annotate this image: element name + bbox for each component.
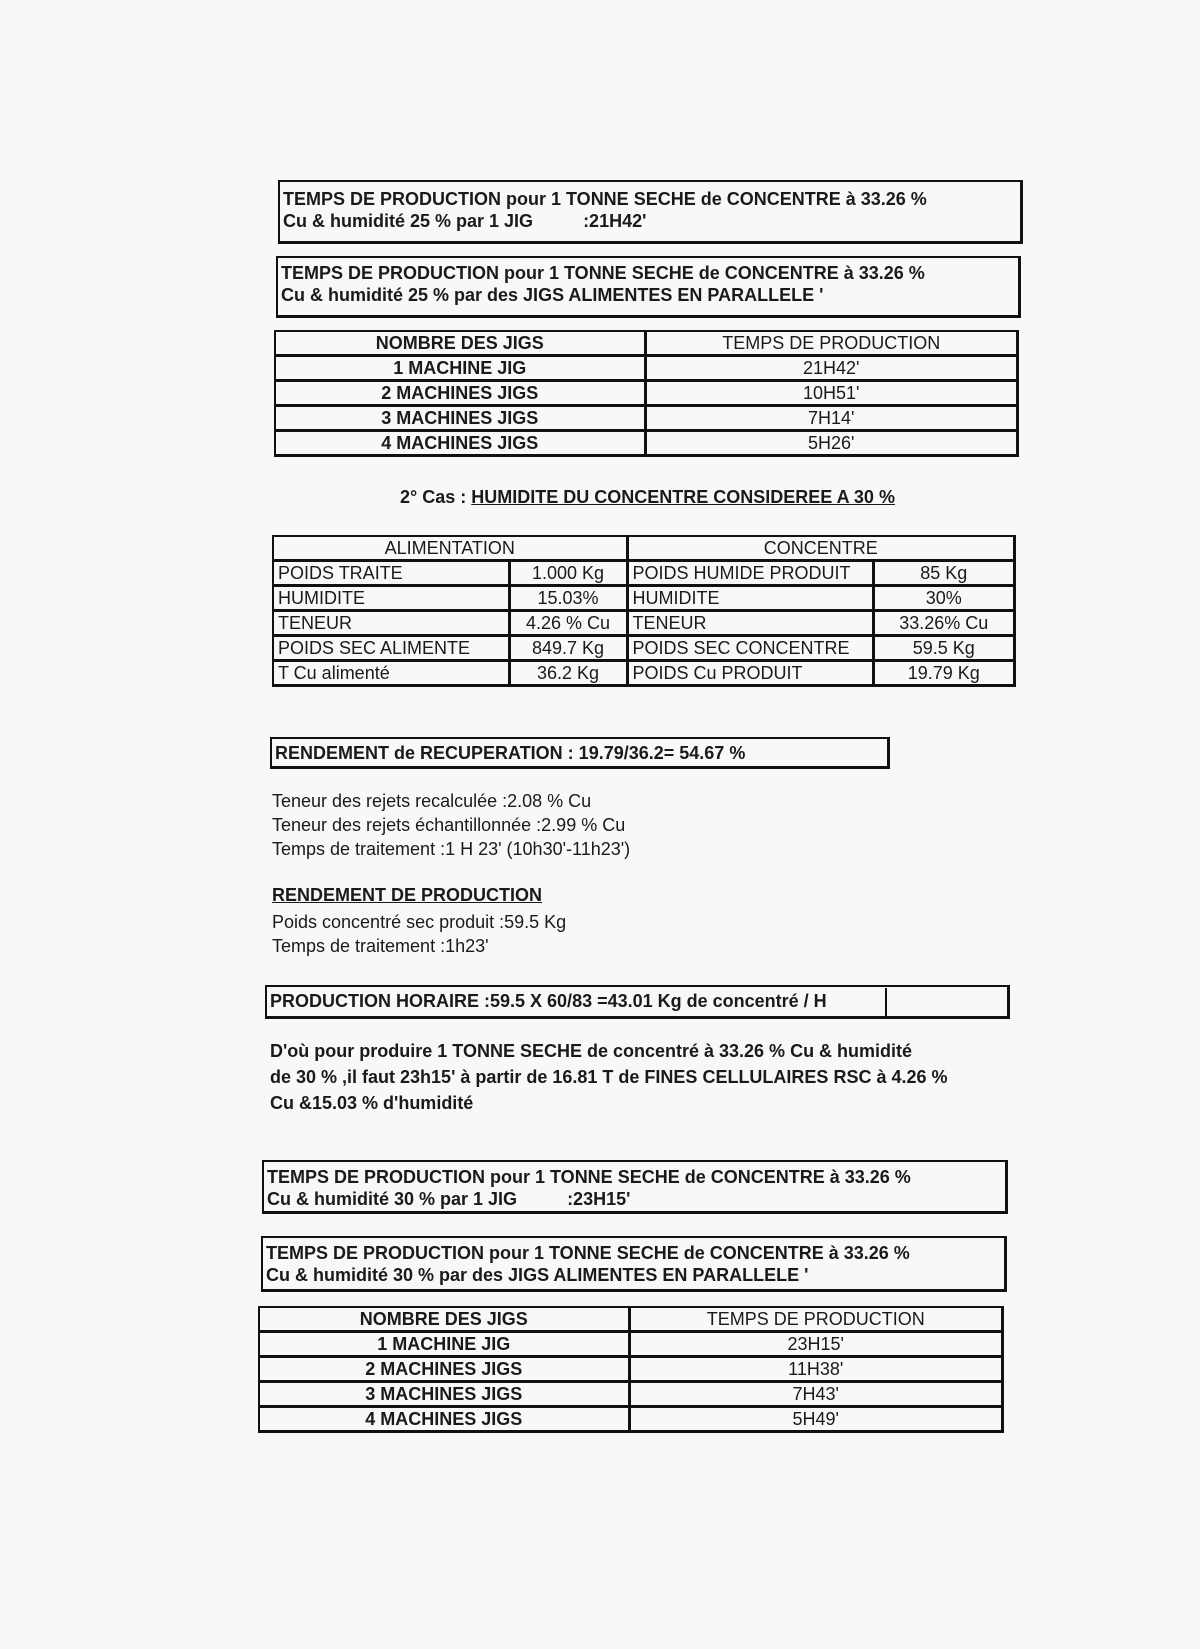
col-header-jigs: NOMBRE DES JIGS — [275, 331, 645, 356]
recovery-yield-box — [270, 737, 890, 769]
recovery-yield-text: RENDEMENT de RECUPERATION : 19.79/36.2= 54.67 % — [275, 743, 746, 763]
concentrate-value: 85 Kg — [873, 561, 1015, 586]
rejects-grade-sampled: Teneur des rejets échantillonnée :2.99 % Cu — [272, 815, 626, 835]
feed-concentrate-table — [272, 535, 1016, 687]
table-header-row — [259, 1307, 1003, 1332]
jig-count-cell: 1 MACHINE JIG — [275, 356, 645, 381]
case-2-prefix: 2° Cas : — [400, 487, 472, 507]
table-row — [275, 381, 1018, 406]
concentrate-value: 59.5 Kg — [873, 636, 1015, 661]
box-time: :23H15' — [567, 1189, 631, 1209]
concentrate-value: 33.26% Cu — [873, 611, 1015, 636]
time-cell: 5H49' — [629, 1407, 1003, 1432]
feed-label: TENEUR — [273, 611, 509, 636]
feed-value: 1.000 Kg — [509, 561, 627, 586]
case-2-heading — [400, 487, 895, 508]
production-time-box-30-single-jig — [262, 1160, 1008, 1214]
table-row — [273, 586, 1015, 611]
concentrate-label: TENEUR — [627, 611, 873, 636]
treatment-time-2: Temps de traitement :1h23' — [272, 936, 489, 956]
concentrate-value: 30% — [873, 586, 1015, 611]
box-line-2: Cu & humidité 30 % par des JIGS ALIMENTES EN PARALLELE ' — [266, 1265, 809, 1285]
jig-count-cell: 2 MACHINES JIGS — [259, 1357, 629, 1382]
table-header-row — [273, 536, 1015, 561]
feed-label: POIDS TRAITE — [273, 561, 509, 586]
jig-count-cell: 4 MACHINES JIGS — [275, 431, 645, 456]
concentrate-label: HUMIDITE — [627, 586, 873, 611]
table-header-row — [275, 331, 1018, 356]
box-line-1: TEMPS DE PRODUCTION pour 1 TONNE SECHE de CONCENTRE à 33.26 % — [283, 189, 927, 209]
jig-production-table-25 — [274, 330, 1019, 457]
box-time: :21H42' — [583, 211, 647, 231]
header-alimentation: ALIMENTATION — [273, 536, 627, 561]
jig-count-cell: 2 MACHINES JIGS — [275, 381, 645, 406]
concentrate-value: 19.79 Kg — [873, 661, 1015, 686]
rejects-grade-recalculated: Teneur des rejets recalculée :2.08 % Cu — [272, 791, 592, 811]
time-cell: 21H42' — [645, 356, 1018, 381]
box-line-2-text: Cu & humidité 25 % par 1 JIG — [283, 211, 534, 231]
production-yield-title: RENDEMENT DE PRODUCTION — [272, 885, 543, 905]
jig-count-cell: 3 MACHINES JIGS — [259, 1382, 629, 1407]
box-line-1: TEMPS DE PRODUCTION pour 1 TONNE SECHE de CONCENTRE à 33.26 % — [281, 263, 925, 283]
conclusion-line-3: Cu &15.03 % d'humidité — [270, 1093, 474, 1113]
jig-production-table-30 — [258, 1306, 1004, 1433]
header-concentre: CONCENTRE — [627, 536, 1015, 561]
table-row — [273, 661, 1015, 686]
table-row — [259, 1382, 1003, 1407]
time-cell: 23H15' — [629, 1332, 1003, 1357]
table-row — [259, 1357, 1003, 1382]
time-cell: 7H14' — [645, 406, 1018, 431]
conclusion-line-2: de 30 % ,il faut 23h15' à partir de 16.81 T de FINES CELLULAIRES RSC à 4.26 % — [270, 1067, 948, 1087]
feed-value: 36.2 Kg — [509, 661, 627, 686]
table-row — [275, 356, 1018, 381]
jig-count-cell: 1 MACHINE JIG — [259, 1332, 629, 1357]
feed-value: 15.03% — [509, 586, 627, 611]
time-cell: 10H51' — [645, 381, 1018, 406]
box-line-1: TEMPS DE PRODUCTION pour 1 TONNE SECHE de CONCENTRE à 33.26 % — [266, 1243, 910, 1263]
table-row — [273, 561, 1015, 586]
production-time-box-25-single-jig — [278, 180, 1023, 244]
box-line-2-text: Cu & humidité 30 % par 1 JIG — [267, 1189, 518, 1209]
time-cell: 7H43' — [629, 1382, 1003, 1407]
case-2-title: HUMIDITE DU CONCENTRE CONSIDEREE A 30 % — [471, 487, 895, 507]
feed-label: HUMIDITE — [273, 586, 509, 611]
feed-label: T Cu alimenté — [273, 661, 509, 686]
feed-value: 849.7 Kg — [509, 636, 627, 661]
jig-count-cell: 3 MACHINES JIGS — [275, 406, 645, 431]
feed-label: POIDS SEC ALIMENTE — [273, 636, 509, 661]
table-row — [275, 406, 1018, 431]
concentrate-label: POIDS SEC CONCENTRE — [627, 636, 873, 661]
box-line-2 — [283, 210, 1017, 232]
time-cell: 11H38' — [629, 1357, 1003, 1382]
conclusion-line-1: D'où pour produire 1 TONNE SECHE de concentré à 33.26 % Cu & humidité — [270, 1041, 913, 1061]
col-header-time: TEMPS DE PRODUCTION — [629, 1307, 1003, 1332]
box-line-2 — [267, 1188, 1002, 1210]
concentrate-label: POIDS Cu PRODUIT — [627, 661, 873, 686]
box-line-2: Cu & humidité 25 % par des JIGS ALIMENTES EN PARALLELE ' — [281, 285, 824, 305]
table-row — [259, 1332, 1003, 1357]
col-header-jigs: NOMBRE DES JIGS — [259, 1307, 629, 1332]
feed-value: 4.26 % Cu — [509, 611, 627, 636]
hourly-production-text: PRODUCTION HORAIRE :59.5 X 60/83 =43.01 Kg de concentré / H — [270, 991, 827, 1011]
production-time-box-30-parallel — [261, 1236, 1007, 1292]
hourly-production-empty-cell — [885, 988, 888, 1016]
production-time-box-25-parallel — [276, 256, 1021, 318]
table-row — [273, 636, 1015, 661]
col-header-time: TEMPS DE PRODUCTION — [645, 331, 1018, 356]
concentrate-label: POIDS HUMIDE PRODUIT — [627, 561, 873, 586]
treatment-time: Temps de traitement :1 H 23' (10h30'-11h23') — [272, 839, 631, 859]
hourly-production-box — [265, 985, 1010, 1019]
jig-count-cell: 4 MACHINES JIGS — [259, 1407, 629, 1432]
table-row — [273, 611, 1015, 636]
box-line-1: TEMPS DE PRODUCTION pour 1 TONNE SECHE de CONCENTRE à 33.26 % — [267, 1167, 911, 1187]
table-row — [259, 1407, 1003, 1432]
dry-concentrate-weight: Poids concentré sec produit :59.5 Kg — [272, 912, 567, 932]
table-row — [275, 431, 1018, 456]
time-cell: 5H26' — [645, 431, 1018, 456]
